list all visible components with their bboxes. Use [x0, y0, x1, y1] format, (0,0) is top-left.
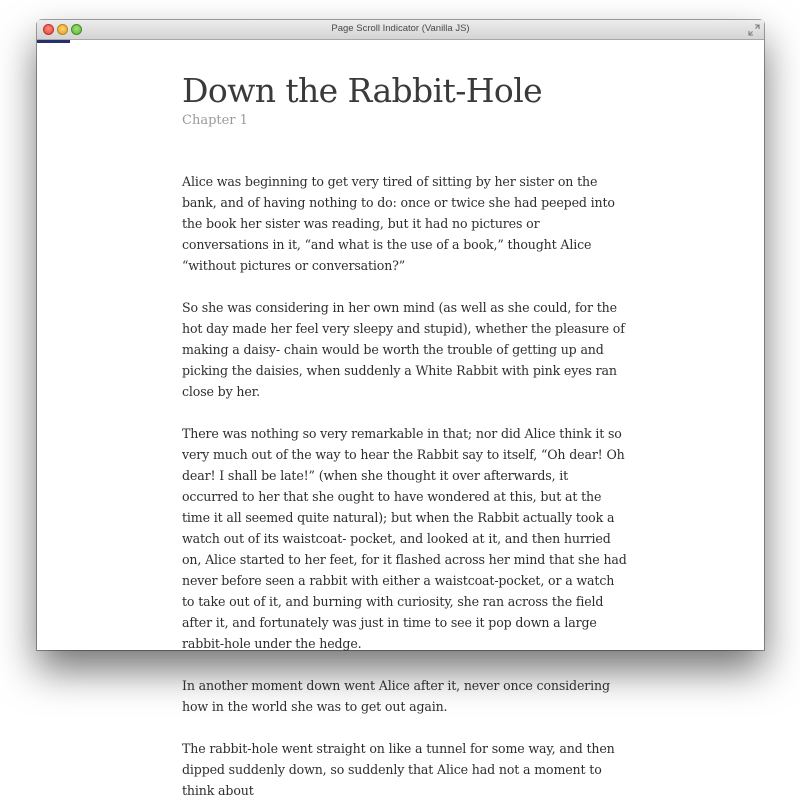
title-bar[interactable] — [37, 20, 764, 40]
paragraph: The rabbit-hole went straight on like a tunnel for some way, and then dipped suddenly down, so suddenly that Alice had not a moment to think about — [182, 741, 615, 798]
fullscreen-arrows-icon[interactable] — [748, 24, 760, 36]
scroll-progress-bar — [37, 40, 70, 43]
paragraph: There was nothing so very remarkable in that; nor did Alice think it so very much out of the way to hear the Rabbit say to itself, “Oh dear! Oh dear! I shall be late!” (when she thought it over afterwards, it occurred to her that she ought to have wondered at this, but at the time it all seemed quite natural); but when the Rabbit actually took a watch out of its waistcoat- pocket, and looked at it, and then hurried on, Alice started to her feet, for it flashed across her mind that she had never before seen a rabbit with either a waistcoat-pocket, or a watch to take out of it, and burning with curiosity, she ran across the field after it, and fortunately was just in time to see it pop down a large rabbit-hole under the hedge. — [182, 426, 627, 651]
browser-window — [37, 20, 764, 798]
paragraph: Alice was beginning to get very tired of sitting by her sister on the bank, and of having nothing to do: once or twice she had peeped into the book her sister was reading, but it had no pictures or conversations in it, “and what is the use of a book,” thought Alice “without pictures or conversation?” — [182, 174, 615, 273]
paragraph: So she was considering in her own mind (as well as she could, for the hot day made her feel very sleepy and stupid), whether the pleasure of making a daisy- chain would be worth the trouble of getting up and picking the daisies, when suddenly a White Rabbit with pink eyes ran close by her. — [182, 300, 625, 399]
article-title: Down the Rabbit-Hole — [182, 71, 543, 110]
chapter-label: Chapter 1 — [182, 113, 248, 128]
page-content[interactable] — [37, 40, 764, 798]
article — [182, 40, 627, 801]
paragraph: In another moment down went Alice after it, never once considering how in the world she was to get out again. — [182, 678, 610, 714]
window-title: Page Scroll Indicator (Vanilla JS) — [331, 23, 470, 34]
